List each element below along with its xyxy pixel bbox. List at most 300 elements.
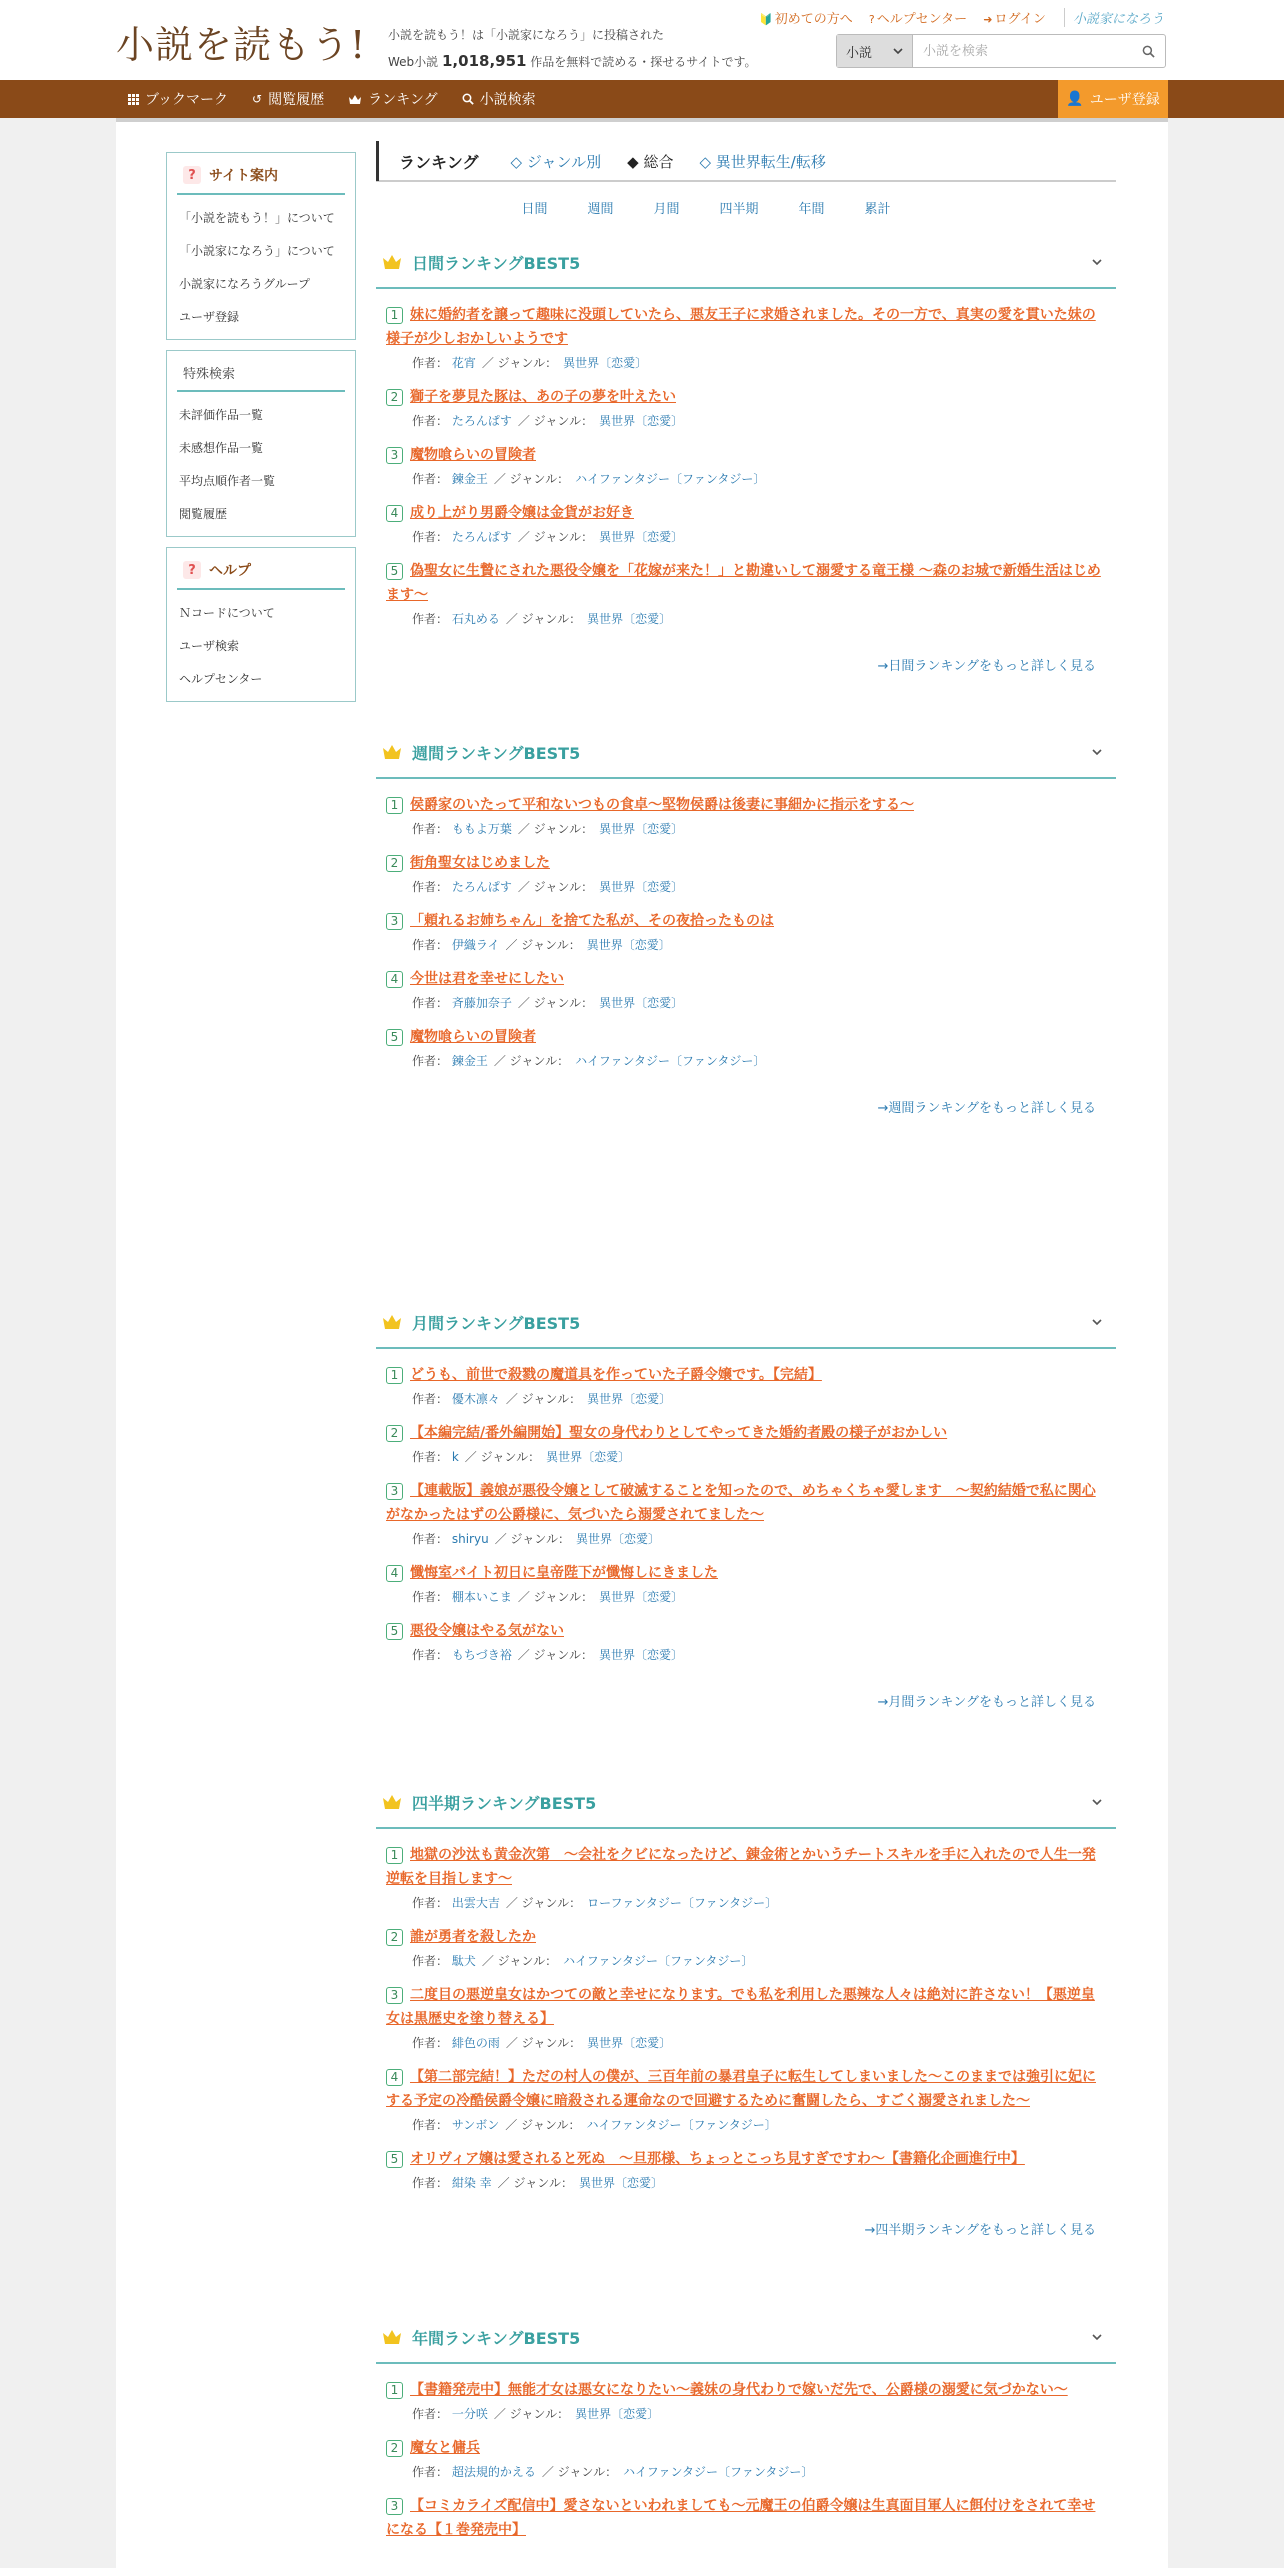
ranking-item-meta xyxy=(412,820,1106,837)
genre-label: ／ ジャンル： xyxy=(517,880,594,894)
sidebar-item[interactable]: 未感想作品一覧 xyxy=(179,441,264,455)
ranking-item-title[interactable] xyxy=(386,2494,1106,2542)
ranking-item-title[interactable] xyxy=(386,303,1106,351)
ranking-item-title[interactable] xyxy=(386,1561,1106,1585)
genre-link[interactable]: 異世界〔恋愛〕 xyxy=(587,1392,672,1406)
author-label: 作者： xyxy=(412,1954,449,1968)
ranking-item-title[interactable] xyxy=(386,967,1106,991)
sidebar-help-title-text: ヘルプ xyxy=(209,563,251,579)
ranking-item-title[interactable] xyxy=(386,909,1106,933)
period-links xyxy=(376,182,1116,232)
more-link[interactable]: →週間ランキングをもっと詳しく見る xyxy=(877,1101,1096,1116)
sidebar-item[interactable]: 平均点順作者一覧 xyxy=(179,474,276,488)
genre-link[interactable]: ローファンタジー〔ファンタジー〕 xyxy=(587,1896,778,1910)
author-link[interactable]: 伊織ライ xyxy=(451,938,500,952)
genre-label: ／ ジャンル： xyxy=(493,1054,570,1068)
question-icon: ? xyxy=(183,561,201,579)
site-logo[interactable]: 小説を読もう! xyxy=(116,23,367,67)
author-label: 作者： xyxy=(412,880,449,894)
author-label: 作者： xyxy=(412,1450,449,1464)
section-title-wrap xyxy=(382,2326,580,2349)
novel-title-link[interactable]: 魔物喰らいの冒険者 xyxy=(410,1029,536,1045)
ranking-item-meta xyxy=(412,994,1106,1011)
author-label: 作者： xyxy=(412,472,449,486)
genre-link[interactable]: ハイファンタジー〔ファンタジー〕 xyxy=(563,1954,754,1968)
author-link[interactable]: 紺染 幸 xyxy=(451,2176,492,2190)
ranking-item-meta xyxy=(412,936,1106,953)
novel-title-link[interactable]: 悪役令嬢はやる気がない xyxy=(410,1623,564,1639)
genre-label: ／ ジャンル： xyxy=(517,1590,594,1604)
author-label: 作者： xyxy=(412,1532,449,1546)
author-label: 作者： xyxy=(412,2176,449,2190)
ranking-item-meta xyxy=(412,2116,1106,2133)
rank-number: 3 xyxy=(386,1987,403,2004)
ranking-item-title[interactable] xyxy=(386,1363,1106,1387)
novel-title-link[interactable]: 「頼れるお姉ちゃん」を捨てた私が、その夜拾ったものは xyxy=(410,913,774,929)
ranking-item-title[interactable] xyxy=(386,1983,1106,2031)
author-link[interactable]: 石丸める xyxy=(451,612,500,626)
ranking-item xyxy=(376,1547,1116,1605)
rank-number: 1 xyxy=(386,1367,403,1384)
genre-label: ／ ジャンル： xyxy=(517,530,594,544)
search-button[interactable] xyxy=(1131,35,1165,67)
rank-number: 4 xyxy=(386,1565,403,1582)
genre-label: ／ ジャンル： xyxy=(493,472,570,486)
login-icon: ➜ xyxy=(983,13,993,26)
ranking-item xyxy=(376,1969,1116,2051)
section-header[interactable] xyxy=(376,237,1116,289)
rank-number: 3 xyxy=(386,2498,403,2515)
register-button[interactable] xyxy=(1058,80,1168,118)
ranking-item-meta xyxy=(412,470,1106,487)
sidebar-item[interactable]: Ｎコードについて xyxy=(179,606,275,620)
ranking-item-title[interactable] xyxy=(386,559,1106,607)
ranking-item xyxy=(376,1605,1116,1663)
chevron-down-icon[interactable] xyxy=(1090,2330,1104,2344)
section-header[interactable] xyxy=(376,727,1116,779)
ranking-item-title[interactable] xyxy=(386,2147,1106,2171)
ranking-item xyxy=(376,1349,1116,1407)
sidebar-item[interactable]: 未評価作品一覧 xyxy=(179,408,264,422)
ranking-item-title[interactable] xyxy=(386,2065,1106,2113)
novel-title-link[interactable]: 地獄の沙汰も黄金次第 ～会社をクビになったけど、錬金術とかいうチートスキルを手に入れたので人生一発逆転を目指します～ xyxy=(386,1847,1096,1887)
section-title-wrap xyxy=(382,251,580,274)
ranking-item-meta xyxy=(412,1588,1106,1605)
site-header xyxy=(0,0,1284,80)
period-weekly[interactable]: 週間 xyxy=(587,201,614,217)
more-link[interactable]: →月間ランキングをもっと詳しく見る xyxy=(877,1695,1096,1710)
sidebar-item[interactable]: 「小説を読もう！」について xyxy=(179,211,335,225)
author-label: 作者： xyxy=(412,1392,449,1406)
question-icon: ? xyxy=(868,13,875,26)
section-header[interactable] xyxy=(376,1297,1116,1349)
author-link[interactable]: 花宵 xyxy=(451,356,476,370)
genre-label: ／ ジャンル： xyxy=(494,1532,570,1546)
ranking-item xyxy=(376,2051,1116,2133)
rank-number: 5 xyxy=(386,1623,403,1640)
ranking-item-meta xyxy=(412,1894,1106,1911)
ranking-item xyxy=(376,487,1116,545)
author-label: 作者： xyxy=(412,822,449,836)
author-link[interactable]: 超法規的かえる xyxy=(451,2465,536,2479)
sidebar-item[interactable]: ユーザ登録 xyxy=(179,310,240,324)
rank-number: 2 xyxy=(386,1425,403,1442)
sidebar-item[interactable]: 閲覧履歴 xyxy=(179,507,228,521)
search-icon xyxy=(462,93,474,105)
section-title: 月間ランキングBEST5 xyxy=(412,1313,581,1333)
ranking-item-title[interactable] xyxy=(386,443,1106,467)
period-daily[interactable]: 日間 xyxy=(521,201,548,217)
ranking-item-title[interactable] xyxy=(386,1843,1106,1891)
section-title: 週間ランキングBEST5 xyxy=(412,743,581,763)
genre-label: ／ ジャンル： xyxy=(505,2118,581,2132)
ranking-item-meta xyxy=(412,412,1106,429)
genre-link[interactable]: ハイファンタジー〔ファンタジー〕 xyxy=(586,2118,777,2132)
rank-number: 1 xyxy=(386,1847,403,1864)
sidebar-help-title xyxy=(177,556,345,590)
rank-number: 1 xyxy=(386,797,403,814)
chevron-down-icon[interactable] xyxy=(1090,1315,1104,1329)
chevron-down-icon[interactable] xyxy=(1090,1795,1104,1809)
crown-icon xyxy=(382,1314,402,1330)
first-time-link[interactable] xyxy=(759,12,853,27)
genre-link[interactable]: 異世界〔恋愛〕 xyxy=(599,1648,684,1662)
rank-number: 3 xyxy=(386,1483,403,1500)
genre-label: ／ ジャンル： xyxy=(541,2465,618,2479)
author-link[interactable]: 棚本いこま xyxy=(451,1590,512,1604)
login-label: ログイン xyxy=(994,12,1046,27)
main-nav xyxy=(0,80,1284,118)
ranking-item-title[interactable] xyxy=(386,501,1106,525)
ranking-item-title[interactable] xyxy=(386,1025,1106,1049)
novel-title-link[interactable]: 魔物喰らいの冒険者 xyxy=(410,447,536,463)
section-header[interactable] xyxy=(376,1777,1116,1829)
section-title-wrap xyxy=(382,1311,580,1334)
genre-link[interactable]: 異世界〔恋愛〕 xyxy=(575,1532,660,1546)
ranking-item-title[interactable] xyxy=(386,1925,1106,1949)
genre-link[interactable]: 異世界〔恋愛〕 xyxy=(599,880,684,894)
novel-title-link[interactable]: 【本編完結/番外編開始】聖女の身代わりとしてやってきた婚約者殿の様子がおかしい xyxy=(410,1425,948,1441)
nav-ranking[interactable] xyxy=(348,80,438,118)
ranking-item-meta xyxy=(412,2034,1106,2051)
genre-link[interactable]: 異世界〔恋愛〕 xyxy=(599,996,684,1010)
search-type-value: 小説 xyxy=(846,45,873,61)
genre-label: ／ ジャンル： xyxy=(517,822,594,836)
ranking-tabs xyxy=(376,142,1116,182)
author-link[interactable]: 鍊金王 xyxy=(451,472,488,486)
ranking-item-meta xyxy=(412,1448,1106,1465)
novel-title-link[interactable]: 懺悔室バイト初日に皇帝陛下が懺悔しにきました xyxy=(410,1565,718,1581)
period-yearly[interactable]: 年間 xyxy=(798,201,825,217)
rank-number: 2 xyxy=(386,1929,403,1946)
novel-title-link[interactable]: 成り上がり男爵令嬢は金貨がお好き xyxy=(410,505,634,521)
section-title-wrap xyxy=(382,1791,596,1814)
ranking-item-meta xyxy=(412,1646,1106,1663)
rank-number: 1 xyxy=(386,2382,403,2399)
rank-number: 1 xyxy=(386,307,403,324)
author-label: 作者： xyxy=(412,356,449,370)
author-label: 作者： xyxy=(412,612,449,626)
chevron-down-icon[interactable] xyxy=(1090,745,1104,759)
tagline-line1: 小説を読もう！は「小説家になろう」に投稿された xyxy=(388,28,665,42)
tagline-prefix: Web小説 xyxy=(388,55,439,69)
ranking-item xyxy=(376,2480,1116,2542)
author-link[interactable]: サンボン xyxy=(451,2118,500,2132)
genre-link[interactable]: 異世界〔恋愛〕 xyxy=(587,2036,672,2050)
sidebar-special-box xyxy=(166,350,356,537)
rank-number: 5 xyxy=(386,2151,403,2168)
ranking-item xyxy=(376,2133,1116,2191)
question-icon: ? xyxy=(183,166,201,184)
search-bar xyxy=(836,34,1166,68)
tab-isekai[interactable]: ◇ 異世界転生/転移 xyxy=(699,152,826,171)
tab-genre[interactable]: ◇ ジャンル別 xyxy=(510,152,602,171)
author-label: 作者： xyxy=(412,2465,449,2479)
rank-number: 5 xyxy=(386,1029,403,1046)
rank-number: 2 xyxy=(386,389,403,406)
ranking-item-meta xyxy=(412,1952,1106,1969)
ranking-item-meta xyxy=(412,354,1106,371)
author-label: 作者： xyxy=(412,414,449,428)
author-label: 作者： xyxy=(412,2036,449,2050)
first-time-label: 初めての方へ xyxy=(774,12,853,27)
rank-number: 3 xyxy=(386,913,403,930)
section-title: 日間ランキングBEST5 xyxy=(412,253,581,273)
novel-title-link[interactable]: 街角聖女はじめました xyxy=(410,855,550,871)
genre-link[interactable]: 異世界〔恋愛〕 xyxy=(599,822,684,836)
author-link[interactable]: k xyxy=(451,1450,459,1464)
nav-bookmark-label: ブックマーク xyxy=(145,92,229,108)
help-center-label: ヘルプセンター xyxy=(876,12,968,27)
ranking-item-title[interactable] xyxy=(386,1619,1106,1643)
sidebar-guide-box xyxy=(166,152,356,340)
rank-number: 2 xyxy=(386,2440,403,2457)
author-label: 作者： xyxy=(412,530,449,544)
crown-icon xyxy=(382,2329,402,2345)
list-icon xyxy=(128,94,139,105)
sidebar-special-title: 特殊検索 xyxy=(177,359,345,392)
author-label: 作者： xyxy=(412,1896,449,1910)
history-icon: ↺ xyxy=(252,92,263,106)
genre-label: ／ ジャンル： xyxy=(517,414,594,428)
novel-title-link[interactable]: どうも、前世で殺戮の魔道具を作っていた子爵令嬢です。【完結】 xyxy=(410,1367,822,1383)
ranking-item-meta xyxy=(412,528,1106,545)
novel-title-link[interactable]: 【書籍発売中】無能才女は悪女になりたい～義妹の身代わりで嫁いだ先で、公爵様の溺愛に気づかない～ xyxy=(410,2382,1068,2398)
more-link[interactable]: →四半期ランキングをもっと詳しく見る xyxy=(864,2223,1096,2238)
ranking-item xyxy=(376,895,1116,953)
help-center-link[interactable] xyxy=(869,12,967,27)
sidebar-help-box xyxy=(166,547,356,702)
section-header[interactable] xyxy=(376,2312,1116,2364)
ranking-item-title[interactable] xyxy=(386,851,1106,875)
ranking-item-meta xyxy=(412,878,1106,895)
author-label: 作者： xyxy=(412,1648,449,1662)
ranking-item-meta xyxy=(412,1390,1106,1407)
ranking-item-meta xyxy=(412,2405,1106,2422)
ranking-item-meta xyxy=(412,1530,1106,1547)
author-label: 作者： xyxy=(412,2407,449,2421)
rank-number: 2 xyxy=(386,855,403,872)
login-link[interactable] xyxy=(983,12,1046,27)
register-label: ユーザ登録 xyxy=(1089,92,1160,108)
ranking-item xyxy=(376,1829,1116,1911)
top-links xyxy=(747,8,1164,27)
author-link[interactable]: たろんぱす xyxy=(451,880,512,894)
ranking-item xyxy=(376,371,1116,429)
more-link[interactable]: →日間ランキングをもっと詳しく見る xyxy=(877,659,1096,674)
ranking-item xyxy=(376,2364,1116,2422)
tagline-suffix: 作品を無料で読める・探せるサイトです。 xyxy=(530,55,757,69)
sidebar-guide-title-text: サイト案内 xyxy=(209,168,279,184)
novel-title-link[interactable]: 誰が勇者を殺したか xyxy=(410,1929,536,1945)
ranking-section xyxy=(376,1297,1116,1710)
crown-icon xyxy=(382,254,402,270)
genre-label: ／ ジャンル： xyxy=(505,612,582,626)
tagline-line2 xyxy=(388,48,757,75)
ranking-item-meta xyxy=(412,610,1106,627)
search-input[interactable] xyxy=(913,35,1131,67)
author-link[interactable]: ももよ万葉 xyxy=(451,822,512,836)
novel-title-link[interactable]: 今世は君を幸せにしたい xyxy=(410,971,564,987)
author-label: 作者： xyxy=(412,2118,449,2132)
ranking-item-title[interactable] xyxy=(386,2436,1106,2460)
ranking-item xyxy=(376,1465,1116,1547)
ranking-item-title[interactable] xyxy=(386,2378,1106,2402)
rank-number: 4 xyxy=(386,505,403,522)
author-link[interactable]: 鍊金王 xyxy=(451,1054,488,1068)
author-link[interactable]: たろんぱす xyxy=(451,414,512,428)
rank-number: 4 xyxy=(386,2069,403,2086)
period-monthly[interactable]: 月間 xyxy=(653,201,680,217)
genre-label: ／ ジャンル： xyxy=(481,356,558,370)
sidebar-item[interactable]: ユーザ検索 xyxy=(179,639,240,653)
ranking-item-meta xyxy=(412,1052,1106,1069)
ranking-section xyxy=(376,2312,1116,2542)
rank-number: 5 xyxy=(386,563,403,580)
tab-overall[interactable]: ◆ 総合 xyxy=(627,152,674,171)
ranking-item xyxy=(376,953,1116,1011)
author-link[interactable]: もちづき裕 xyxy=(451,1648,512,1662)
genre-link[interactable]: 異世界〔恋愛〕 xyxy=(587,612,672,626)
chevron-down-icon xyxy=(893,46,903,56)
author-label: 作者： xyxy=(412,1590,449,1604)
author-link[interactable]: 優木凛々 xyxy=(451,1392,500,1406)
author-link[interactable]: 緋色の雨 xyxy=(451,2036,500,2050)
author-label: 作者： xyxy=(412,996,449,1010)
ranking-item-title[interactable] xyxy=(386,1479,1106,1527)
nav-history-label: 閲覧履歴 xyxy=(268,92,325,108)
nav-ranking-label: ランキング xyxy=(368,92,438,108)
author-link[interactable]: shiryu xyxy=(451,1532,489,1546)
genre-link[interactable]: 異世界〔恋愛〕 xyxy=(563,356,648,370)
rank-number: 4 xyxy=(386,971,403,988)
author-link[interactable]: 一分咲 xyxy=(451,2407,488,2421)
novel-title-link[interactable]: 【コミカライズ配信中】愛さないといわれましても～元魔王の伯爵令嬢は生真面目軍人に餌付けをされて幸せになる【１巻発売中】 xyxy=(386,2498,1096,2538)
ranking-item xyxy=(376,837,1116,895)
genre-label: ／ ジャンル： xyxy=(517,1648,594,1662)
genre-link[interactable]: 異世界〔恋愛〕 xyxy=(599,1590,684,1604)
search-type-select[interactable] xyxy=(837,35,913,67)
work-count: 1,018,951 xyxy=(442,52,527,70)
genre-link[interactable]: ハイファンタジー〔ファンタジー〕 xyxy=(575,1054,766,1068)
ranking-item xyxy=(376,545,1116,627)
sidebar-item[interactable]: ヘルプセンター xyxy=(179,672,263,686)
genre-link[interactable]: ハイファンタジー〔ファンタジー〕 xyxy=(623,2465,814,2479)
ranking-item-meta xyxy=(412,2174,1106,2191)
nav-bookmark[interactable] xyxy=(128,80,228,118)
novel-title-link[interactable]: 二度目の悪逆皇女はかつての敵と幸せになります。でも私を利用した悪辣な人々は絶対に許さない！【悪逆皇女は黒歴史を塗り替える】 xyxy=(386,1987,1095,2027)
novel-title-link[interactable]: 獅子を夢見た豚は、あの子の夢を叶えたい xyxy=(410,389,676,405)
genre-link[interactable]: 異世界〔恋愛〕 xyxy=(599,414,684,428)
author-label: 作者： xyxy=(412,1054,449,1068)
author-label: 作者： xyxy=(412,938,449,952)
ranking-item xyxy=(376,429,1116,487)
chevron-down-icon[interactable] xyxy=(1090,255,1104,269)
novel-title-link[interactable]: 【連載版】義娘が悪役令嬢として破滅することを知ったので、めちゃくちゃ愛します ～契約結婚で私に関心がなかったはずの公爵様に、気づいたら溺愛されてました～ xyxy=(386,1483,1096,1523)
ranking-section xyxy=(376,727,1116,1116)
nav-search[interactable] xyxy=(462,80,536,118)
sidebar-item[interactable]: 小説家になろうグループ xyxy=(179,277,311,291)
author-link[interactable]: 駄犬 xyxy=(451,1954,476,1968)
user-icon: 👤 xyxy=(1066,91,1084,107)
sidebar-guide-title xyxy=(177,161,345,195)
novel-title-link[interactable]: 妹に婚約者を譲って趣味に没頭していたら、悪友王子に求婚されました。その一方で、真実の愛を貫いた妹の様子が少しおかしいようです xyxy=(386,307,1096,347)
novel-title-link[interactable]: 侯爵家のいたって平和ないつもの食卓～堅物侯爵は後妻に事細かに指示をする～ xyxy=(410,797,914,813)
author-link[interactable]: たろんぱす xyxy=(451,530,512,544)
novel-title-link[interactable]: 偽聖女に生贄にされた悪役令嬢を「花嫁が来た！」と勘違いして溺愛する竜王様 〜森のお城で新婚生活はじめます〜 xyxy=(386,563,1101,603)
ranking-item-title[interactable] xyxy=(386,385,1106,409)
period-quarterly[interactable]: 四半期 xyxy=(719,201,759,217)
ranking-item xyxy=(376,289,1116,371)
genre-label: ／ ジャンル： xyxy=(481,1954,558,1968)
novel-title-link[interactable]: 魔女と傭兵 xyxy=(410,2440,480,2456)
ranking-content xyxy=(376,142,1116,232)
period-total[interactable]: 累計 xyxy=(864,201,891,217)
section-title-wrap xyxy=(382,741,580,764)
genre-link[interactable]: 異世界〔恋愛〕 xyxy=(599,530,684,544)
ranking-section xyxy=(376,237,1116,674)
sidebar xyxy=(166,152,356,712)
main-area xyxy=(116,118,1168,2568)
author-link[interactable]: 出雲大吉 xyxy=(451,1896,500,1910)
ranking-item-meta xyxy=(412,2463,1106,2480)
genre-link[interactable]: ハイファンタジー〔ファンタジー〕 xyxy=(575,472,766,486)
nav-history[interactable] xyxy=(252,80,324,118)
ranking-item xyxy=(376,1011,1116,1069)
sidebar-item[interactable]: 「小説家になろう」について xyxy=(179,244,335,258)
genre-link[interactable]: 異世界〔恋愛〕 xyxy=(546,1450,631,1464)
narou-brand-link[interactable]: 小説家になろう xyxy=(1064,8,1164,27)
novel-title-link[interactable]: オリヴィア嬢は愛されると死ぬ ～旦那様、ちょっとこっち見すぎですわ～【書籍化企画進行中】 xyxy=(410,2151,1025,2167)
genre-label: ／ ジャンル： xyxy=(505,1896,582,1910)
ranking-item-title[interactable] xyxy=(386,793,1106,817)
genre-label: ／ ジャンル： xyxy=(505,938,581,952)
ranking-item xyxy=(376,779,1116,837)
crown-icon xyxy=(382,1794,402,1810)
beginner-icon: 🔰 xyxy=(759,13,773,26)
section-title: 四半期ランキングBEST5 xyxy=(412,1793,597,1813)
genre-link[interactable]: 異世界〔恋愛〕 xyxy=(575,2407,660,2421)
author-link[interactable]: 斉藤加奈子 xyxy=(451,996,512,1010)
ranking-item xyxy=(376,1407,1116,1465)
section-title: 年間ランキングBEST5 xyxy=(412,2328,581,2348)
genre-link[interactable]: 異世界〔恋愛〕 xyxy=(586,938,671,952)
novel-title-link[interactable]: 【第二部完結！】ただの村人の僕が、三百年前の暴君皇子に転生してしまいました～このままでは強引に妃にする予定の冷酷侯爵令嬢に暗殺される運命なので回避するために奮闘したら、すごく溺愛されました～ xyxy=(386,2069,1096,2109)
ranking-item-title[interactable] xyxy=(386,1421,1106,1445)
genre-label: ／ ジャンル： xyxy=(464,1450,541,1464)
genre-link[interactable]: 異世界〔恋愛〕 xyxy=(578,2176,663,2190)
crown-icon xyxy=(348,94,362,105)
